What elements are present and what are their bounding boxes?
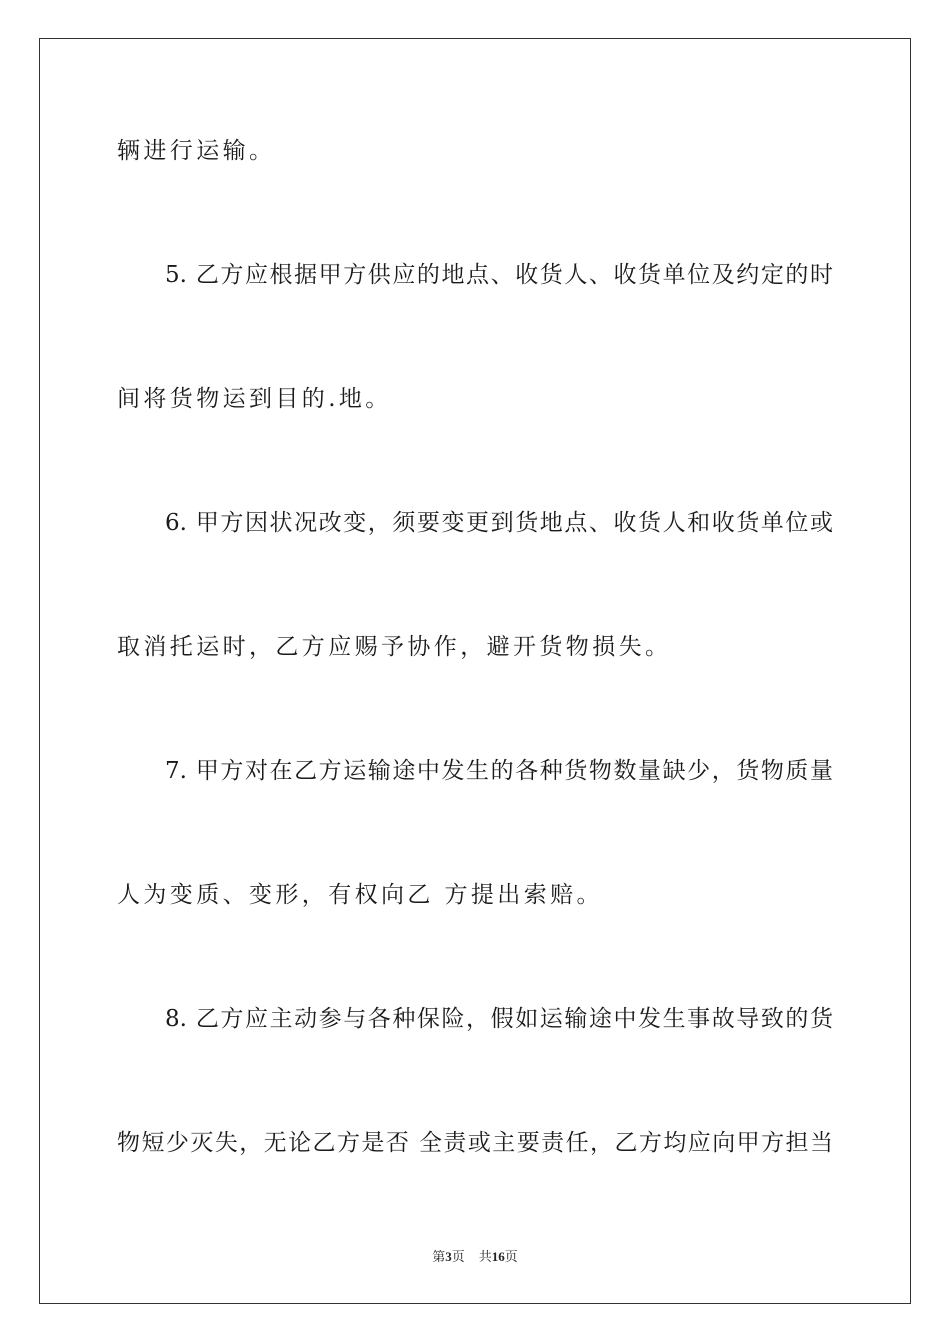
page-suffix: 页	[451, 1249, 465, 1264]
total-pages: 16	[491, 1249, 505, 1264]
paragraph-line: 8. 乙方应主动参与各种保险，假如运输途中发生事故导致的货	[165, 1006, 833, 1032]
paragraph-line: 5. 乙方应根据甲方供应的地点、收货人、收货单位及约定的时	[165, 262, 833, 288]
paragraph-line: 辆进行运输。	[117, 138, 276, 164]
paragraph-line: 取消托运时，乙方应赐予协作，避开货物损失。	[117, 634, 672, 660]
total-suffix: 页	[504, 1249, 518, 1264]
paragraph-line: 6. 甲方因状况改变，须要变更到货地点、收货人和收货单位或	[165, 510, 833, 536]
paragraph-line: 人为变质、变形，有权向乙 方提出索赔。	[117, 882, 603, 908]
page-number: 3	[445, 1249, 452, 1264]
page-prefix: 第	[432, 1249, 446, 1264]
paragraph-line: 间将货物运到目的.地。	[117, 386, 392, 412]
page-footer	[0, 1248, 950, 1266]
paragraph-line: 7. 甲方对在乙方运输途中发生的各种货物数量缺少，货物质量	[165, 758, 833, 784]
page-border	[39, 38, 911, 1304]
paragraph-line: 物短少灭失，无论乙方是否 全责或主要责任，乙方均应向甲方担当	[117, 1130, 833, 1156]
total-prefix: 共	[478, 1249, 492, 1264]
